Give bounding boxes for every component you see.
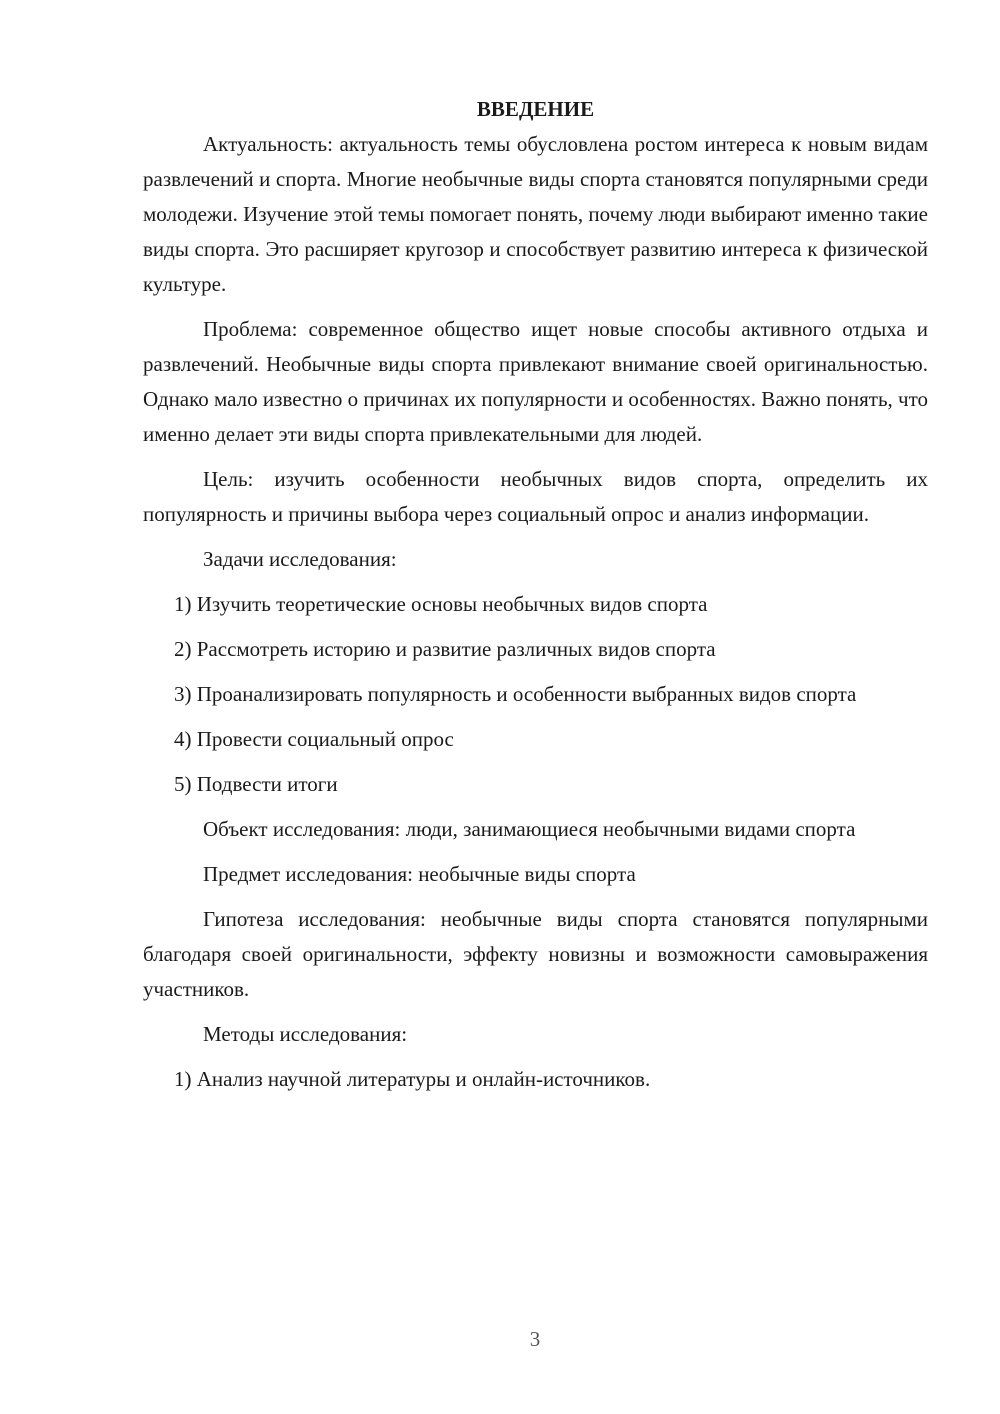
document-page — [143, 92, 928, 1107]
task-item-2: 2) Рассмотреть историю и развитие различных видов спорта — [174, 637, 716, 661]
task-item-1: 1) Изучить теоретические основы необычных видов спорта — [174, 592, 708, 616]
tasks-heading: Задачи исследования: — [203, 547, 397, 571]
page-title: ВВЕДЕНИЕ — [476, 97, 595, 121]
task-item-4: 4) Провести социальный опрос — [174, 727, 454, 751]
methods-heading: Методы исследования: — [203, 1022, 408, 1046]
page-number: 3 — [529, 1327, 541, 1351]
task-item-3: 3) Проанализировать популярность и особенности выбранных видов спорта — [174, 682, 857, 706]
task-item-5: 5) Подвести итоги — [174, 772, 338, 796]
problem-paragraph: Проблема: современное общество ищет новые способы активного отдыха и развлечений. Необычные виды спорта привлекают внимание своей оригинальностью. Однако мало известно о причинах их популярности и особенностях. Важно понять, что именно делает эти виды спорта привлекательными для людей. — [143, 317, 928, 446]
relevance-paragraph: Актуальность: актуальность темы обусловлена ростом интереса к новым видам развлечений и спорта. Многие необычные виды спорта становятся популярными среди молодежи. Изучение этой темы помогает понять, почему люди выбирают именно такие виды спорта. Это расширяет кругозор и способствует развитию интереса к физической культуре. — [143, 132, 928, 296]
object-paragraph: Объект исследования: люди, занимающиеся необычными видами спорта — [203, 817, 856, 841]
goal-paragraph: Цель: изучить особенности необычных видов спорта, определить их популярность и причины выбора через социальный опрос и анализ информации. — [143, 467, 928, 526]
method-item-1: 1) Анализ научной литературы и онлайн-источников. — [174, 1067, 651, 1091]
hypothesis-paragraph: Гипотеза исследования: необычные виды спорта становятся популярными благодаря своей оригинальности, эффекту новизны и возможности самовыражения участников. — [143, 907, 928, 1001]
subject-paragraph: Предмет исследования: необычные виды спорта — [203, 862, 636, 886]
